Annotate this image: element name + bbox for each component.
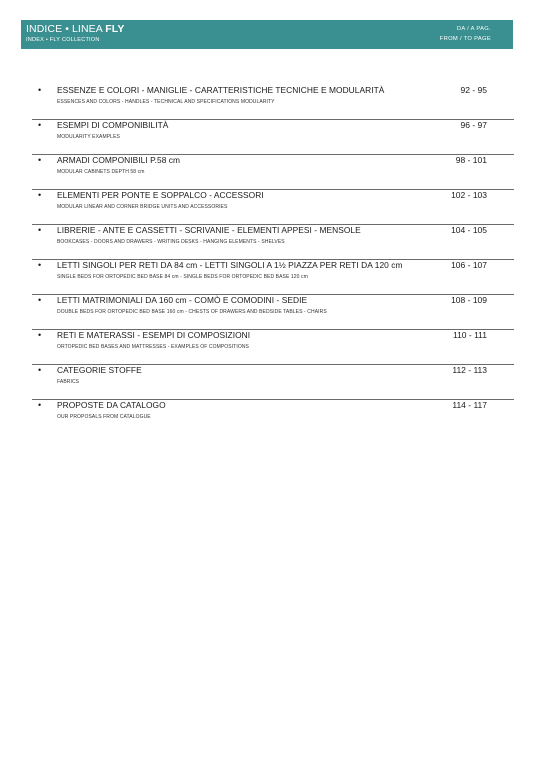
bullet-icon: •	[38, 260, 42, 270]
toc-entry-title: PROPOSTE DA CATALOGO	[57, 400, 166, 410]
toc-entry-title: LIBRERIE - ANTE E CASSETTI - SCRIVANIE - ELEMENTI APPESI - MENSOLE	[57, 225, 361, 235]
toc-entry[interactable]	[32, 224, 514, 260]
page-range-label: DA / A PAG.	[456, 26, 491, 32]
toc-entry-pages: 106 - 107	[451, 260, 487, 270]
toc-entry[interactable]	[32, 259, 514, 295]
toc-entry[interactable]	[32, 189, 514, 225]
toc-entry-subtitle: ESSENCES AND COLORS - HANDLES - TECHNICAL AND SPECIFICATIONS MODULARITY	[57, 99, 275, 105]
toc-entry-subtitle: SINGLE BEDS FOR ORTOPEDIC BED BASE 84 cm - SINGLE BEDS FOR ORTOPEDIC BED BASE 120 cm	[57, 274, 308, 280]
toc-entry-pages: 98 - 101	[455, 155, 487, 165]
toc-entry[interactable]	[32, 84, 514, 120]
page-subtitle: INDEX • FLY COLLECTION	[26, 37, 100, 43]
toc-entry-pages: 102 - 103	[451, 190, 487, 200]
bullet-icon: •	[38, 155, 42, 165]
toc-entry-title: LETTI MATRIMONIALI DA 160 cm - COMÒ E COMODINI - SEDIE	[57, 295, 308, 305]
bullet-icon: •	[38, 400, 42, 410]
toc-entry-pages: 104 - 105	[451, 225, 487, 235]
toc-entry[interactable]	[32, 399, 514, 434]
toc-entry-subtitle: MODULARITY EXAMPLES	[57, 134, 120, 140]
page-range-sublabel: FROM / TO PAGE	[439, 36, 491, 42]
toc-entry-title: CATEGORIE STOFFE	[57, 365, 142, 375]
toc-entry-subtitle: ORTOPEDIC BED BASES AND MATTRESSES - EXAMPLES OF COMPOSITIONS	[57, 344, 249, 350]
toc-entry-subtitle: OUR PROPOSALS FROM CATALOGUE	[57, 414, 151, 420]
bullet-icon: •	[38, 190, 42, 200]
page-title	[26, 23, 124, 35]
bullet-icon: •	[38, 85, 42, 95]
toc-entry-pages: 112 - 113	[452, 365, 487, 375]
toc-entry-title: ELEMENTI PER PONTE E SOPPALCO - ACCESSORI	[57, 190, 264, 200]
toc-entry-title: RETI E MATERASSI - ESEMPI DI COMPOSIZIONI	[57, 330, 251, 340]
toc-entry-pages: 108 - 109	[451, 295, 487, 305]
toc-entry[interactable]	[32, 294, 514, 330]
toc-entry-pages: 114 - 117	[452, 400, 487, 410]
bullet-icon: •	[38, 225, 42, 235]
toc-entry[interactable]	[32, 154, 514, 190]
toc-entry-subtitle: FABRICS	[57, 379, 80, 385]
header-banner	[21, 20, 513, 49]
toc-entry-subtitle: DOUBLE BEDS FOR ORTOPEDIC BED BASE 160 cm - CHESTS OF DRAWERS AND BEDSIDE TABLES - CHAIRS	[57, 309, 327, 315]
toc-entry-subtitle: MODULAR CABINETS DEPTH 58 cm	[57, 169, 145, 175]
bullet-icon: •	[38, 330, 42, 340]
bullet-icon: •	[38, 295, 42, 305]
toc-entry-pages: 92 - 95	[460, 85, 487, 95]
toc-entry-title: ARMADI COMPONIBILI P.58 cm	[57, 155, 181, 165]
bullet-icon: •	[38, 120, 42, 130]
toc-entry-subtitle: MODULAR LINEAR AND CORNER BRIDGE UNITS AND ACCESSORIES	[57, 204, 228, 210]
toc-entry[interactable]	[32, 119, 514, 155]
toc-entry-title: ESEMPI DI COMPONIBILITÀ	[57, 120, 169, 130]
toc-entry-subtitle: BOOKCASES - DOORS AND DRAWERS - WRITING DESKS - HANGING ELEMENTS - SHELVES	[57, 239, 285, 245]
toc-entry[interactable]	[32, 329, 514, 365]
toc-entry-pages: 96 - 97	[460, 120, 487, 130]
toc-entry-pages: 110 - 111	[452, 330, 487, 340]
toc-entry-title: ESSENZE E COLORI - MANIGLIE - CARATTERISTICHE TECNICHE E MODULARITÀ	[57, 85, 385, 95]
page-title-collection: FLY	[105, 23, 125, 35]
toc-entry-title: LETTI SINGOLI PER RETI DA 84 cm - LETTI SINGOLI A 1½ PIAZZA PER RETI DA 120 cm	[57, 260, 403, 270]
toc-entry[interactable]	[32, 364, 514, 400]
bullet-icon: •	[38, 365, 42, 375]
page-title-prefix: INDICE • LINEA	[26, 23, 106, 35]
